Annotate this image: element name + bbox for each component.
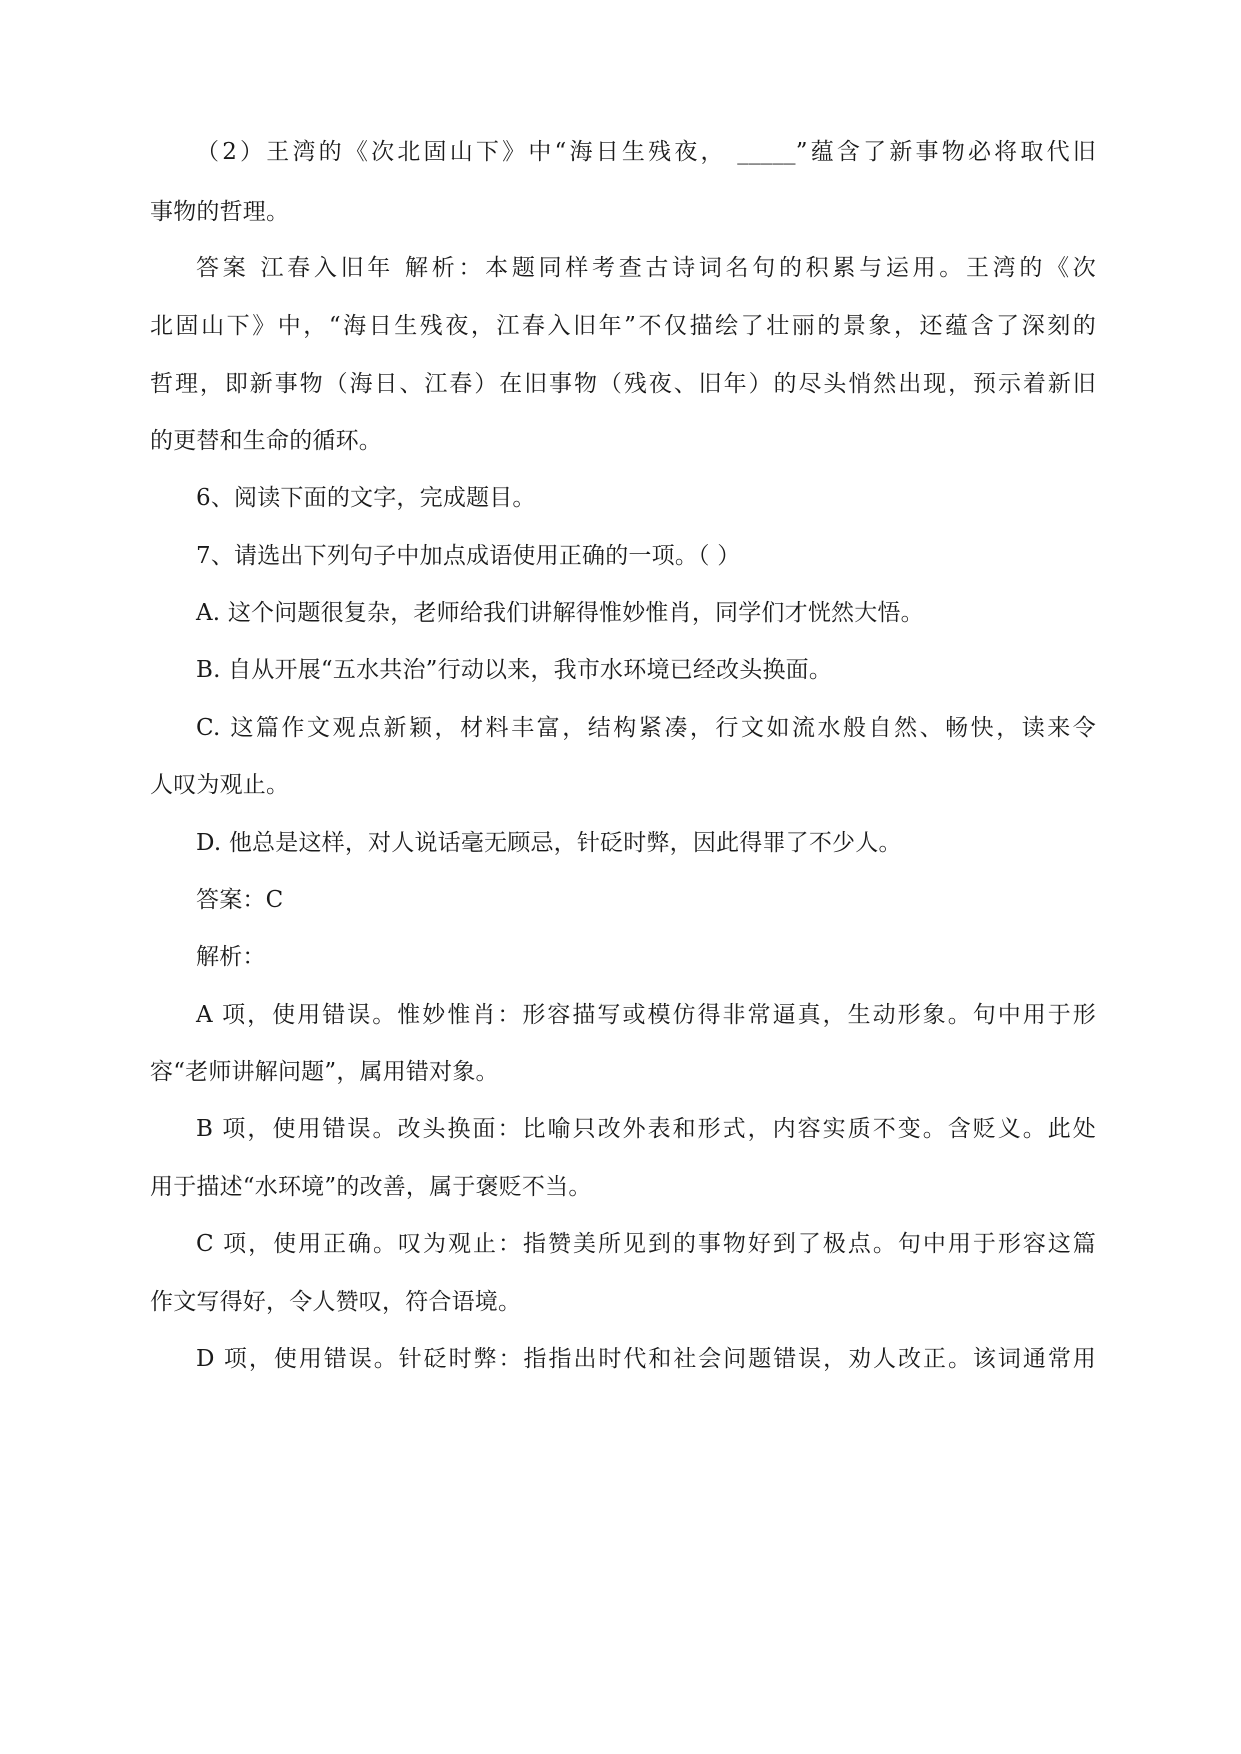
question-6: 6、阅读下面的文字，完成题目。 <box>196 485 536 511</box>
question-7: 7、请选出下列句子中加点成语使用正确的一项。（ ） <box>196 543 741 569</box>
question-2-line-2: 事物的哲理。 <box>150 199 290 225</box>
document-page <box>150 0 1096 1754</box>
option-a: A. 这个问题很复杂，老师给我们讲解得惟妙惟肖，同学们才恍然大悟。 <box>196 600 924 626</box>
answer-analysis-line-3: 哲理，即新事物（海日、江春）在旧事物（残夜、旧年）的尽头悄然出现，预示着新旧 <box>150 371 1096 397</box>
analysis-b-line-2: 用于描述“水环境”的改善，属于褒贬不当。 <box>150 1174 592 1200</box>
analysis-c-line-1: C 项，使用正确。叹为观止：指赞美所见到的事物好到了极点。句中用于形容这篇 <box>196 1231 1096 1257</box>
analysis-d-line-1: D 项，使用错误。针砭时弊：指指出时代和社会问题错误，劝人改正。该词通常用 <box>196 1346 1096 1372</box>
analysis-c-line-2: 作文写得好，令人赞叹，符合语境。 <box>150 1289 522 1315</box>
answer-label: 答案：C <box>196 887 284 913</box>
analysis-a-line-2: 容“老师讲解问题”，属用错对象。 <box>150 1059 499 1085</box>
answer-analysis-line-4: 的更替和生命的循环。 <box>150 428 382 454</box>
answer-analysis-line-2: 北固山下》中，“海日生残夜，江春入旧年”不仅描绘了壮丽的景象，还蕴含了深刻的 <box>150 313 1096 339</box>
analysis-b-line-1: B 项，使用错误。改头换面：比喻只改外表和形式，内容实质不变。含贬义。此处 <box>196 1116 1096 1142</box>
option-b: B. 自从开展“五水共治”行动以来，我市水环境已经改头换面。 <box>196 657 833 683</box>
analysis-a-line-1: A 项，使用错误。惟妙惟肖：形容描写或模仿得非常逼真，生动形象。句中用于形 <box>196 1002 1096 1028</box>
option-d: D. 他总是这样，对人说话毫无顾忌，针砭时弊，因此得罪了不少人。 <box>196 830 902 856</box>
option-c-line-1: C. 这篇作文观点新颖，材料丰富，结构紧凑，行文如流水般自然、畅快，读来令 <box>196 715 1096 741</box>
option-c-line-2: 人叹为观止。 <box>150 772 290 798</box>
question-2-line-1: （2）王湾的《次北固山下》中“海日生残夜， _____”蕴含了新事物必将取代旧 <box>196 139 1096 165</box>
answer-analysis-line-1: 答案 江春入旧年 解析：本题同样考查古诗词名句的积累与运用。王湾的《次 <box>196 255 1096 281</box>
analysis-label: 解析： <box>196 944 266 970</box>
